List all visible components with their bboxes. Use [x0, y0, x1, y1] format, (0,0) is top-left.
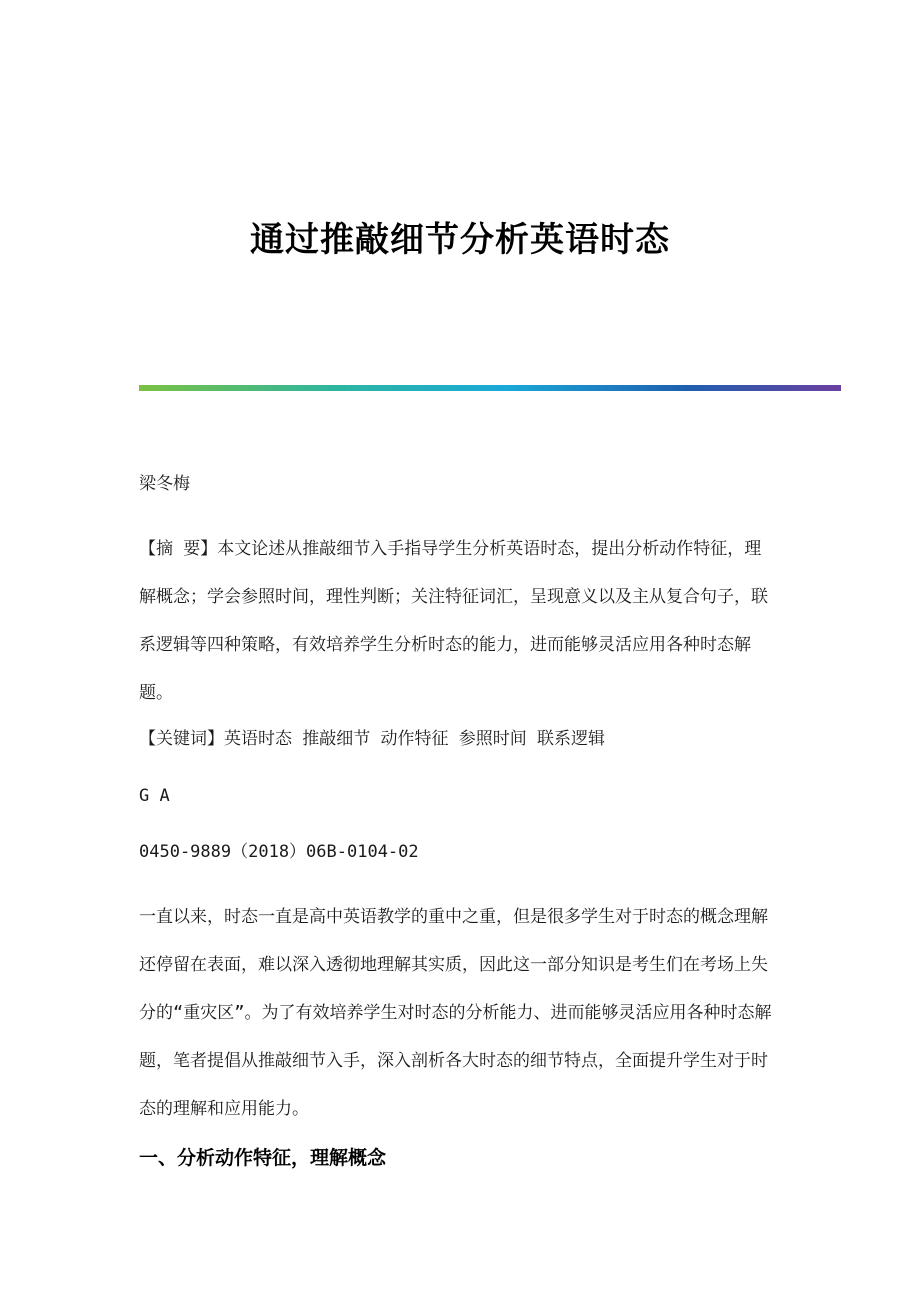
keywords-label: 【关键词】 [139, 729, 224, 749]
abstract [139, 525, 775, 717]
classification-code: G A [139, 786, 170, 806]
document-title: 通过推敲细节分析英语时态 [250, 220, 670, 260]
title-divider [139, 385, 841, 391]
keywords [139, 729, 775, 749]
author-name: 梁冬梅 [139, 474, 190, 494]
body-paragraph: 一直以来，时态一直是高中英语教学的重中之重，但是很多学生对于时态的概念理解还停留在表面，难以深入透彻地理解其实质，因此这一部分知识是考生们在考场上失分的“重灾区”。为了有效培养学生对时态的分析能力、进而能够灵活应用各种时态解题，笔者提倡从推敲细节入手，深入剖析各大时态的细节特点，全面提升学生对于时态的理解和应用能力。 [139, 907, 772, 1119]
abstract-text: 本文论述从推敲细节入手指导学生分析英语时态，提出分析动作特征，理解概念；学会参照时间，理性判断；关注特征词汇，呈现意义以及主从复合句子，联系逻辑等四种策略，有效培养学生分析时态的能力，进而能够灵活应用各种时态解题。 [139, 539, 768, 703]
issn-line: 0450-9889（2018）06B-0104-02 [139, 842, 419, 862]
keywords-text: 英语时态 推敲细节 动作特征 参照时间 联系逻辑 [224, 729, 605, 749]
section-heading: 一、分析动作特征，理解概念 [139, 1147, 387, 1169]
abstract-label: 【摘 要】 [139, 539, 218, 559]
